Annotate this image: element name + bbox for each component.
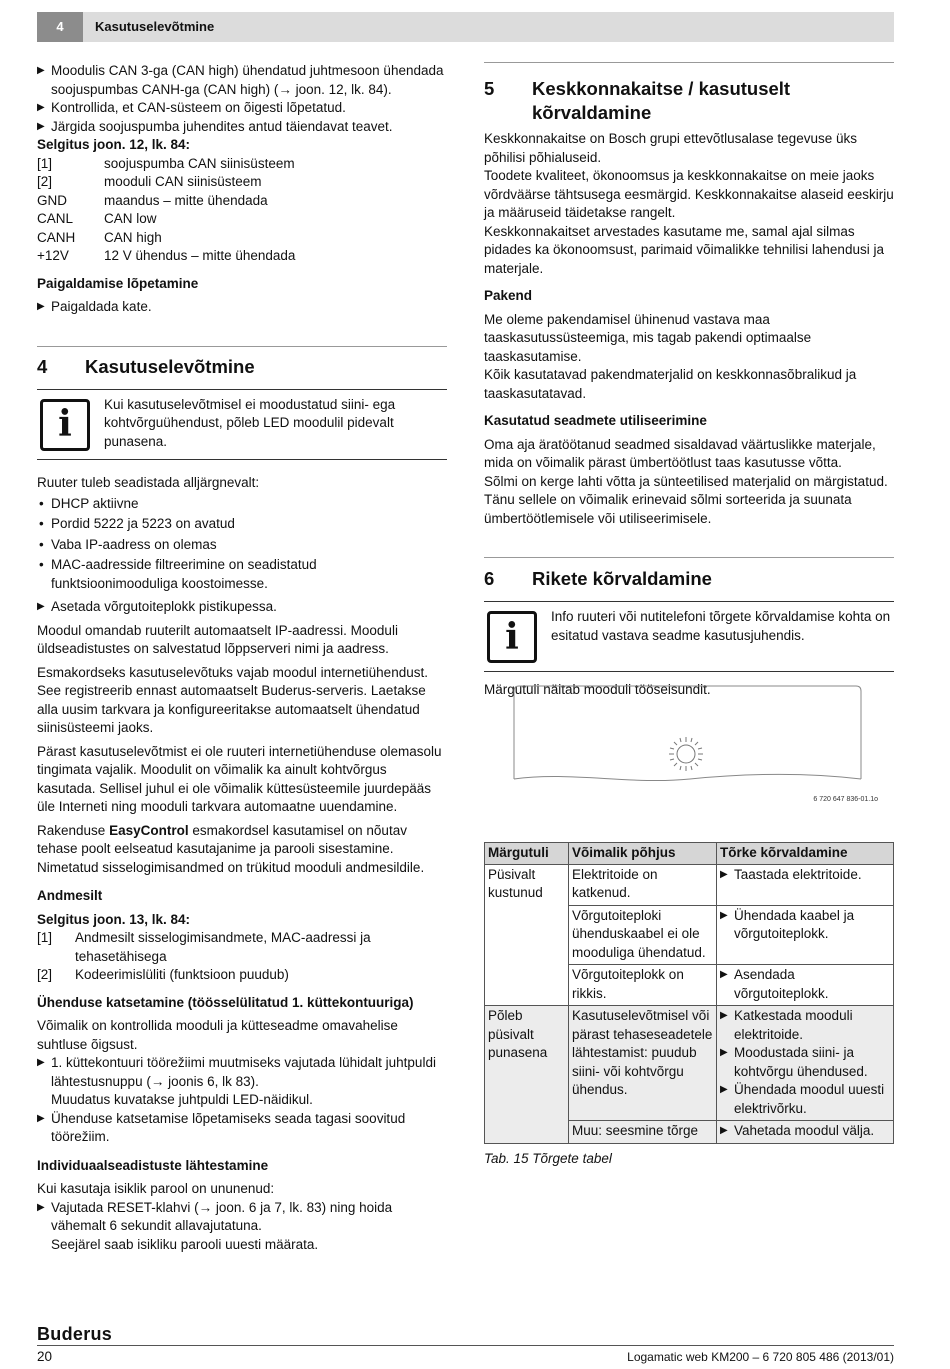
reset-text: Kui kasutaja isiklik parool on ununenud: (37, 1181, 275, 1196)
footer-rule (37, 1345, 894, 1346)
table-row (485, 1006, 894, 1121)
legend12-list (37, 155, 447, 266)
datasign-title: Andmesilt (37, 888, 103, 903)
info-icon: i (487, 611, 537, 663)
info-icon: i (40, 399, 90, 451)
section-5-heading: 5 Keskkonnakaitse / kasutuselt kõrvaldamine (484, 78, 791, 123)
legend-row: [2] Kodeerimislüliti (funktsioon puudub) (37, 967, 289, 982)
router-bullet: • DHCP aktiivne (37, 495, 447, 514)
col-header: Märgutuli (485, 843, 569, 865)
legend-row: [1] Andmesilt sisselogimisandmete, MAC-aadressi ja tehasetähisega (37, 930, 371, 964)
table-header-row (485, 843, 894, 865)
packaging-para-1: Me oleme pakendamisel ühinenud vastava maa taaskasutussüsteemiga, mis tagab pakendi optimaalse taaskasutamise. (484, 311, 812, 364)
router-bullet: • Pordid 5222 ja 5223 on avatud (37, 515, 447, 534)
chapter-number: 4 (37, 12, 83, 42)
step-fit-cover: ▶ Paigaldada kate. (37, 298, 447, 317)
env-para-3: Keskkonnakaitset arvestades kasutame me, samal ajal silmas pidades ka ökonoomsust, parimaid võimalikke tehnilisi lahendusi ja materjale. (484, 223, 884, 276)
install-end-title: Paigaldamise lõpetamine (37, 275, 199, 291)
conn-test-title: Ühenduse katsetamine (töösselülitatud 1. küttekontuuriga) (37, 994, 414, 1010)
router-bullet: • Vaba IP-aadress on olemas (37, 536, 447, 555)
led-sun-icon (669, 737, 703, 771)
packaging-title: Pakend (484, 288, 533, 303)
env-para-2: Toodete kvaliteet, ökonoomsus ja keskkonnakaitse on meie jaoks võrdväärse tähtsusega eesmärgid. Keskkonnakaitse alaseid eeskirju ja määruseid täidetakse rangelt. (484, 168, 894, 220)
cause-cell: Võrgutoiteplokk on rikkis. (569, 965, 717, 1006)
disposal-title: Kasutatud seadmete utiliseerimine (484, 413, 707, 428)
module-outline (510, 683, 870, 803)
page-number: 20 (37, 1349, 53, 1364)
fix-cell: ▶ Vahetada moodul välja. (717, 1121, 894, 1144)
led-state-cell: Püsivalt kustunud (485, 864, 569, 1006)
router-intro: Ruuter tuleb seadistada alljärgnevalt: (37, 475, 260, 490)
section-6-heading: 6 Rikete kõrvaldamine (484, 568, 712, 589)
right-column (484, 62, 894, 700)
step-can-connect: ▶ Moodulis CAN 3-ga (CAN high) ühendatud juhtmesoon ühendada soojuspumbas CANH-ga (CAN high) (→ joon. 12, lk. 84). (37, 62, 447, 99)
reset-step: ▶ Vajutada RESET-klahvi (→ joon. 6 ja 7, lk. 83) ning hoida vähemalt 6 sekundit allavajutatuna. Seejärel saab isikliku parooli uuesti määrata. (37, 1199, 447, 1255)
table-row (485, 864, 894, 905)
legend-row: GND maandus – mitte ühendada (37, 192, 268, 208)
para-easycontrol: Rakenduse EasyControl esmakordsel kasutamisel on nõutav tehase poolt eelseatud kasutajanime ja parooli sisestamine. Nimetatud sisselogimisandmed on trükitud mooduli andmesildile. (37, 822, 425, 875)
legend13-title: Selgitus joon. 13, lk. 84: (37, 911, 191, 927)
led-intro: Märgutuli näitab mooduli tööseisundit. (484, 682, 711, 697)
router-bullet: • MAC-aadresside filtreerimine on seadistatud funktsioonimooduliga koostoimesse. (37, 556, 447, 593)
cause-cell: Muu: seesmine tõrge (569, 1121, 717, 1144)
step-heatpump-docs: ▶ Järgida soojuspumba juhendites antud täiendavat teavet. (37, 118, 447, 137)
fix-cell: ▶ Ühendada kaabel ja võrgutoiteplokk. (717, 905, 894, 965)
left-column (37, 62, 447, 1254)
para-lan-only: Pärast kasutuselevõtmist ei ole ruuteri internetiühenduse olemasolu tingimata vajalik. Moodulit on võimalik ka ainult kohtvõrgus kasutada. Sellisel juhul ei ole võimalik küttesüsteemile juurdepääs üle Interneti ning mooduli tarkvara automaatne uuendamine. (37, 743, 442, 814)
module-led-figure (510, 683, 878, 803)
legend-row: CANL CAN low (37, 211, 157, 226)
fault-table-wrap (484, 842, 894, 1168)
chapter-title: Kasutuselevõtmine (95, 19, 215, 34)
cause-cell: Kasutuselevõtmisel või pärast tehaseseadetele lähtestamist: puudub siini- või kohtvõrgu ühendus. (569, 1006, 717, 1121)
conn-test-text: Võimalik on kontrollida mooduli ja kütteseadme omavahelise suhtluse õigsust. (37, 1018, 398, 1052)
col-header: Tõrke kõrvaldamine (717, 843, 894, 865)
section-4-heading: 4 Kasutuselevõtmine (37, 355, 255, 377)
disposal-para-1: Oma aja äratöötanud seadmed sisaldavad väärtuslikke materjale, mida on võimalik pärast ümbertöötlust taas kasutusse võtta. (484, 436, 876, 470)
document-reference: Logamatic web KM200 – 6 720 805 486 (2013/01) (627, 1350, 894, 1364)
info-note-troubleshooting: i Info ruuteri või nutitelefoni tõrgete kõrvaldamise kohta on esitatud vastava seadme kasutusjuhendis. (484, 601, 894, 672)
env-para-1: Keskkonnakaitse on Bosch grupi ettevõtlusalase tegevuse üks põhilisi põhialuseid. (484, 131, 857, 165)
fault-table (484, 842, 894, 1144)
conn-step-1: ▶ 1. küttekontuuri töörežiimi muutmiseks vajutada lühidalt juhtpuldi lähtestusnuppu (→ joonis 6, lk 83). Muudatus kuvatakse juhtpuldi LED-näidikul. (37, 1054, 447, 1110)
fix-cell: ▶ Asendada võrgutoiteplokk. (717, 965, 894, 1006)
para-internet: Esmakordseks kasutuselevõtuks vajab moodul internetiühendust. See registreerib ennast automaatselt Buderus-serveris. Laetakse alla uusim tarkvara ja konfigureeritakse automaatselt ühendatud siinisüsteemi jaoks. (37, 664, 428, 735)
table-caption: Tab. 15 Tõrgete tabel (484, 1150, 612, 1166)
fix-cell: ▶ Katkestada mooduli elektritoide. ▶ Moodustada siini- ja kohtvõrgu ühendused. ▶ Ühendada moodul uuesti elektrivõrku. (717, 1006, 894, 1121)
figure-code: 6 720 647 836-01.1o (813, 796, 878, 803)
fix-cell: ▶ Taastada elektritoide. (717, 864, 894, 905)
para-ip: Moodul omandab ruuterilt automaatselt IP-aadressi. Mooduli üldseadistustes on salvestatud lõppserveri nimi ja aadress. (37, 622, 398, 656)
reset-title: Individuaalseadistuste lähtestamine (37, 1157, 269, 1173)
brand-logo: Buderus (37, 1324, 113, 1344)
conn-step-2: ▶ Ühenduse katsetamise lõpetamiseks seada tagasi soovitud töörežiim. (37, 1110, 447, 1147)
cause-cell: Võrgutoiteploki ühenduskaabel ei ole mooduliga ühendatud. (569, 905, 717, 965)
legend-row: [1] soojuspumba CAN siinisüsteem (37, 155, 295, 171)
led-state-cell: Põleb püsivalt punasena (485, 1006, 569, 1144)
legend-row: CANH CAN high (37, 229, 162, 245)
step-can-check: ▶ Kontrollida, et CAN-süsteem on õigesti lõpetatud. (37, 99, 447, 118)
info-note-commissioning: i Kui kasutuselevõtmisel ei moodustatud siini- ega kohtvõrguühendust, põleb LED moodulil pidevalt punasena. (37, 389, 447, 461)
cause-cell: Elektritoide on katkenud. (569, 864, 717, 905)
step-plug-in: ▶ Asetada võrgutoiteplokk pistikupessa. (37, 598, 447, 617)
legend-row: [2] mooduli CAN siinisüsteem (37, 174, 262, 189)
disposal-para-3: Tänu sellele on võimalik erinevaid sõlmi sorteerida ja suunata ümbertöötlemisele või utiliseerimisele. (484, 492, 852, 526)
legend12-title: Selgitus joon. 12, lk. 84: (37, 137, 191, 152)
legend-row: +12V 12 V ühendus – mitte ühendada (37, 248, 296, 263)
disposal-para-2: Sõlmi on kerge lahti võtta ja sünteetilised materjalid on märgistatud. (484, 473, 888, 489)
packaging-para-2: Kõik kasutatavad pakendmaterjalid on keskkonnasõbralikud ja taaskasutatavad. (484, 367, 857, 401)
col-header: Võimalik põhjus (569, 843, 717, 865)
chapter-header (37, 12, 894, 42)
